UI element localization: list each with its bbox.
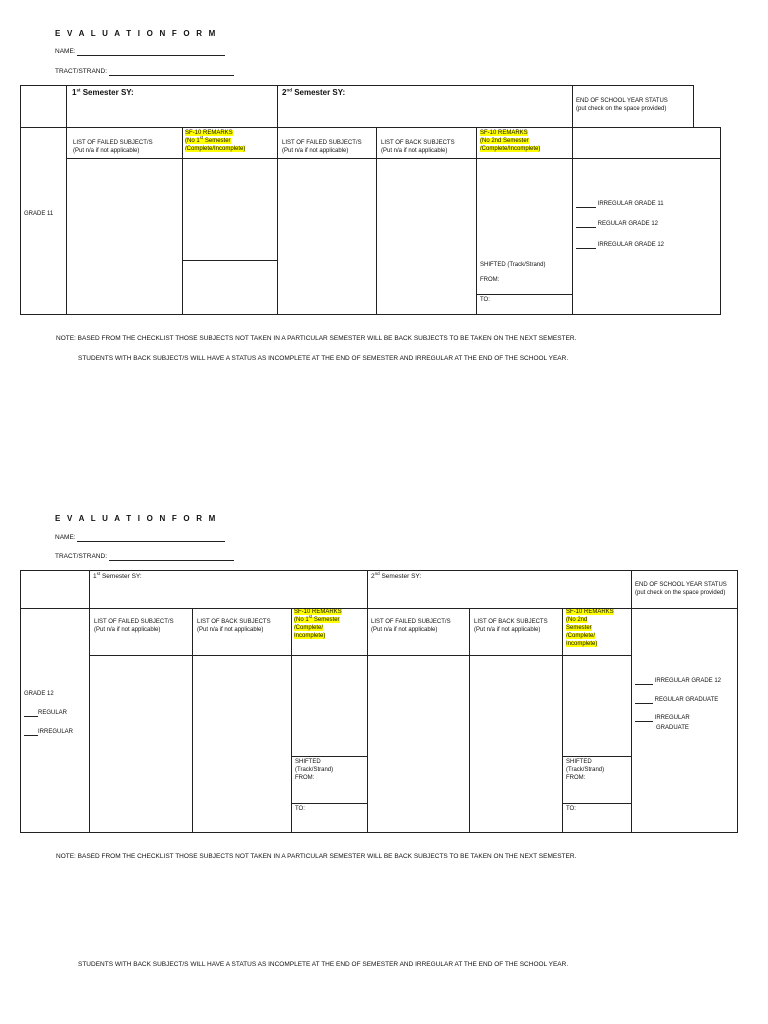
form2-option-1-check[interactable] xyxy=(635,677,653,685)
form1-back-title: LIST OF BACK SUBJECTS xyxy=(381,140,455,146)
form1-option-1-label: IRREGULAR GRADE 11 xyxy=(597,201,664,207)
form1-name-row xyxy=(55,47,225,56)
form2-back-header xyxy=(197,618,271,634)
form2-tract-field[interactable] xyxy=(109,553,234,561)
form1-sf10-1 xyxy=(185,129,245,153)
form1-name-field[interactable] xyxy=(77,48,225,56)
form1-sem1-text: Semester SY: xyxy=(82,88,134,97)
form1-shifted: SHIFTED (Track/Strand) xyxy=(480,262,546,268)
form2-sem1-sup: st xyxy=(96,570,101,576)
form1-failed2-header xyxy=(282,139,362,155)
form2-sf10-2-line2: (No 2nd xyxy=(566,617,588,623)
form1-sem1-sup: st xyxy=(76,87,81,93)
form2-end-status-title: END OF SCHOOL YEAR STATUS xyxy=(635,582,727,588)
form2-grade: GRADE 12 xyxy=(24,691,54,697)
form1-sf10-2-title: SF-10 REMARKS xyxy=(480,130,528,136)
form2-shifted-1-line2: (Track/Strand) xyxy=(295,767,334,773)
form1-tract-label: TRACT/STRAND: xyxy=(55,68,109,75)
form1-sem1-label xyxy=(72,88,134,97)
form1-sf10-2 xyxy=(480,129,540,153)
form2-sf10-2-line5: Incomplete) xyxy=(566,641,598,647)
form1-sf10-1-sup: st xyxy=(199,135,204,140)
form1-tract-row xyxy=(55,67,234,76)
form2-back2-title: LIST OF BACK SUBJECTS xyxy=(474,619,548,625)
form2-back-sub: (Put n/a if not applicable) xyxy=(197,627,264,633)
form1-option-1-check[interactable] xyxy=(576,200,596,208)
form1-failed-title: LIST OF FAILED SUBJECT/S xyxy=(73,140,153,146)
form1-to: TO: xyxy=(480,297,490,303)
form2-regular-label: REGULAR xyxy=(38,710,68,716)
form1-option-2-label: REGULAR GRADE 12 xyxy=(597,221,659,227)
form1-option-1[interactable] xyxy=(576,200,664,208)
form2-end-status xyxy=(635,581,735,597)
form2-back-title: LIST OF BACK SUBJECTS xyxy=(197,619,271,625)
form2-name-field[interactable] xyxy=(77,534,225,542)
form2-option-3[interactable] xyxy=(635,714,690,722)
form2-name-row xyxy=(55,533,225,542)
form2-shifted-2 xyxy=(566,758,604,782)
form1-sf10-2-line2: (No 2nd Semester xyxy=(480,138,529,144)
form2-sf10-2 xyxy=(566,608,614,648)
form2-sf10-1 xyxy=(294,608,342,640)
form1-back-sub: (Put n/a if not applicable) xyxy=(381,148,448,154)
form2-option-2-check[interactable] xyxy=(635,696,653,704)
form2-sem2-label xyxy=(371,570,422,580)
form2-name-label: NAME: xyxy=(55,534,78,541)
form2-option-2-label: REGULAR GRADUATE xyxy=(654,697,719,703)
form1-failed2-sub: (Put n/a if not applicable) xyxy=(282,148,349,154)
form1-sf10-1-line2: (No 1 xyxy=(185,138,200,144)
form2-sem2-sup: nd xyxy=(374,570,380,576)
form2-sf10-1-title: SF-10 REMARKS xyxy=(294,609,342,615)
form1-failed-sub: (Put n/a if not applicable) xyxy=(73,148,140,154)
form2-shifted-2-line1: SHIFTED xyxy=(566,759,592,765)
form1-sem2-num: 2 xyxy=(282,88,287,97)
form2-end-status-sub: (put check on the space provided) xyxy=(635,590,726,596)
form2-failed-title: LIST OF FAILED SUBJECT/S xyxy=(94,619,174,625)
form2-to-2: TO: xyxy=(566,806,576,812)
form2-sf10-1-line2-rest: Semester xyxy=(312,617,340,623)
form1-sem2-sup: nd xyxy=(286,87,292,93)
form2-failed-sub: (Put n/a if not applicable) xyxy=(94,627,161,633)
form1-sem2-text: Semester SY: xyxy=(294,88,346,97)
form2-note: NOTE: BASED FROM THE CHECKLIST THOSE SUBJECTS NOT TAKEN IN A PARTICULAR SEMESTER WILL BE BACK SUBJECTS TO BE TAKEN ON THE NEXT SEMESTER. xyxy=(56,853,577,860)
form2-shifted-1-line1: SHIFTED xyxy=(295,759,321,765)
form2-option-1[interactable] xyxy=(635,677,721,685)
form2-sem1-num: 1 xyxy=(93,573,97,580)
form1-option-3[interactable] xyxy=(576,241,664,249)
form2-sem2-num: 2 xyxy=(371,573,375,580)
form1-note2: STUDENTS WITH BACK SUBJECT/S WILL HAVE A STATUS AS INCOMPLETE AT THE END OF SEMESTER AND IRREGULAR AT THE END OF THE SCHOOL YEAR. xyxy=(78,355,569,362)
form2-sf10-2-title: SF-10 REMARKS xyxy=(566,609,614,615)
form1-title: E V A L U A T I O N F O R M xyxy=(55,29,218,38)
form2-failed2-sub: (Put n/a if not applicable) xyxy=(371,627,438,633)
form2-from-2: FROM: xyxy=(566,775,586,781)
form2-note2: STUDENTS WITH BACK SUBJECT/S WILL HAVE A STATUS AS INCOMPLETE AT THE END OF SEMESTER AND IRREGULAR AT THE END OF THE SCHOOL YEAR. xyxy=(78,961,569,968)
form2-sem1-text: Semester SY: xyxy=(101,573,142,580)
form2-sem2-text: Semester SY: xyxy=(381,573,422,580)
form1-from: FROM: xyxy=(480,277,500,283)
form1-option-2[interactable] xyxy=(576,220,658,228)
form2-irregular-label: IRREGULAR xyxy=(38,729,74,735)
form2-title: E V A L U A T I O N F O R M xyxy=(55,514,218,523)
form1-tract-field[interactable] xyxy=(109,68,234,76)
form2-shifted-1 xyxy=(295,758,333,782)
form1-option-3-check[interactable] xyxy=(576,241,596,249)
form1-name-label: NAME: xyxy=(55,48,78,55)
form2-shifted-2-line2: (Track/Strand) xyxy=(566,767,605,773)
form2-tract-row xyxy=(55,552,234,561)
form2-sf10-2-line3: Semester xyxy=(566,625,592,631)
form1-sf10-1-line2-rest: Semester xyxy=(203,138,231,144)
form2-failed-header xyxy=(94,618,174,634)
form1-sf10-1-line3: /Complete/Incomplete) xyxy=(185,146,246,152)
form2-irregular-option[interactable] xyxy=(24,728,73,736)
form1-note: NOTE: BASED FROM THE CHECKLIST THOSE SUBJECTS NOT TAKEN IN A PARTICULAR SEMESTER WILL BE BACK SUBJECTS TO BE TAKEN ON THE NEXT SEMESTER. xyxy=(56,335,577,342)
form2-sf10-2-line4: /Complete/ xyxy=(566,633,596,639)
form1-grade: GRADE 11 xyxy=(24,211,54,217)
form2-option-3-check[interactable] xyxy=(635,714,653,722)
form1-sem1-num: 1 xyxy=(72,88,77,97)
form1-option-3-label: IRREGULAR GRADE 12 xyxy=(597,242,665,248)
form2-option-2[interactable] xyxy=(635,696,718,704)
form2-regular-option[interactable] xyxy=(24,709,67,717)
form2-failed2-header xyxy=(371,618,451,634)
form1-sf10-2-line3: /Complete/Incomplete) xyxy=(480,146,541,152)
form1-sf10-1-title: SF-10 REMARKS xyxy=(185,130,233,136)
form1-option-2-check[interactable] xyxy=(576,220,596,228)
form1-end-status xyxy=(576,97,691,113)
form1-back-header xyxy=(381,139,455,155)
form2-regular-check[interactable] xyxy=(24,709,38,717)
form2-sf10-1-line2: (No 1 xyxy=(294,617,309,623)
form2-tract-label: TRACT/STRAND: xyxy=(55,553,109,560)
form1-end-status-sub: (put check on the space provided) xyxy=(576,106,667,112)
form2-option-3-label-2: GRADUATE xyxy=(656,725,689,731)
form2-option-3-label: IRREGULAR xyxy=(654,715,690,721)
form2-to-1: TO: xyxy=(295,806,305,812)
form2-back2-header xyxy=(474,618,548,634)
form2-sf10-1-line3: /Complete/ xyxy=(294,625,324,631)
form2-sem1-label xyxy=(93,570,142,580)
form2-failed2-title: LIST OF FAILED SUBJECT/S xyxy=(371,619,451,625)
form2-from-1: FROM: xyxy=(295,775,315,781)
form2-irregular-check[interactable] xyxy=(24,728,38,736)
form2-option-1-label: IRREGULAR GRADE 12 xyxy=(654,678,722,684)
form1-failed2-title: LIST OF FAILED SUBJECT/S xyxy=(282,140,362,146)
form1-sem2-label xyxy=(282,88,345,97)
form2-sf10-1-sup: st xyxy=(308,614,313,619)
form2-back2-sub: (Put n/a if not applicable) xyxy=(474,627,541,633)
form1-failed-header xyxy=(73,139,153,155)
form2-sf10-1-line4: Incomplete) xyxy=(294,633,326,639)
form1-end-status-title: END OF SCHOOL YEAR STATUS xyxy=(576,98,668,104)
